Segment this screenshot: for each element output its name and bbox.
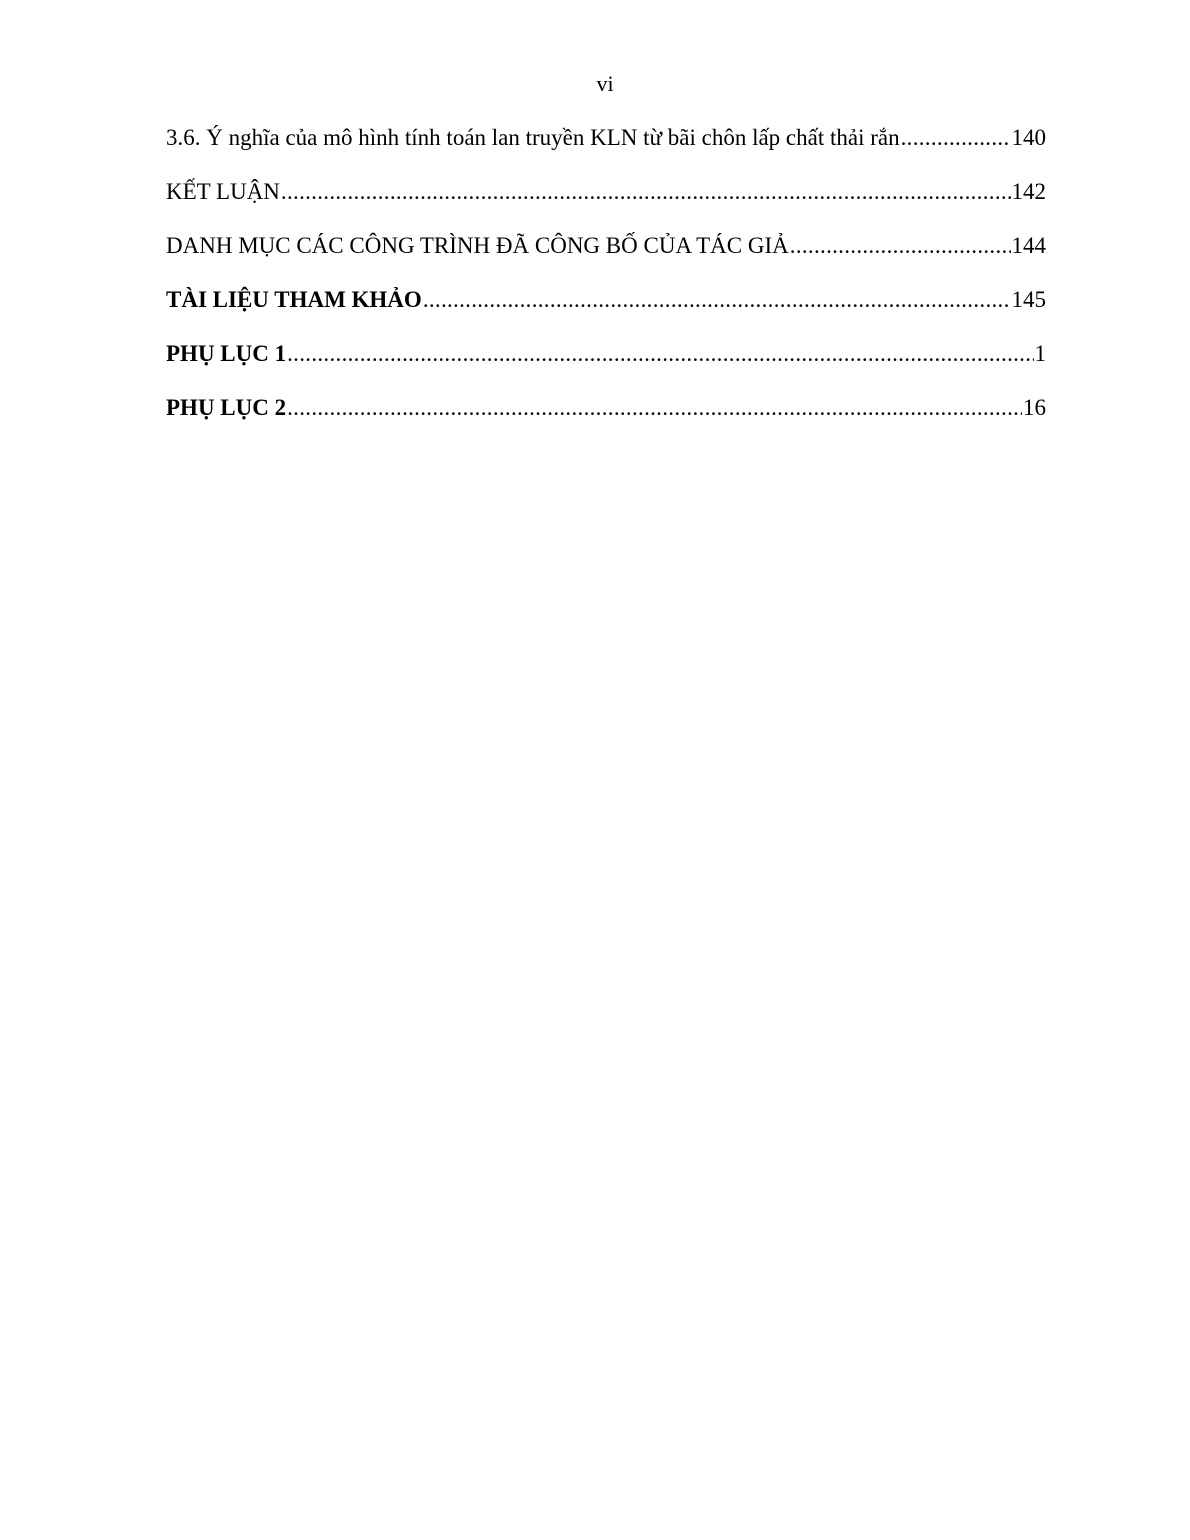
dot-leader bbox=[901, 122, 1011, 154]
toc-entry[interactable] bbox=[166, 284, 1046, 338]
toc-entry-page: 145 bbox=[1011, 287, 1046, 312]
dot-leader bbox=[287, 338, 1033, 370]
dot-leader bbox=[287, 392, 1022, 424]
toc-entry[interactable] bbox=[166, 338, 1046, 392]
toc-entry-title: PHỤ LỤC 1 bbox=[166, 341, 287, 366]
toc-entry[interactable] bbox=[166, 392, 1046, 446]
toc-entry-page: 144 bbox=[1011, 233, 1046, 258]
toc-entry-title: 3.6. Ý nghĩa của mô hình tính toán lan truyền KLN từ bãi chôn lấp chất thải rắn bbox=[166, 125, 900, 150]
toc-entry-title: PHỤ LỤC 2 bbox=[166, 395, 287, 420]
toc-entry-title: TÀI LIỆU THAM KHẢO bbox=[166, 287, 422, 312]
toc-entry[interactable] bbox=[166, 230, 1046, 284]
toc-entry-page: 1 bbox=[1034, 341, 1046, 366]
toc-entry[interactable] bbox=[166, 122, 1046, 176]
dot-leader bbox=[281, 176, 1011, 208]
toc-entry-page: 16 bbox=[1023, 395, 1046, 420]
toc-entry-page: 142 bbox=[1011, 179, 1046, 204]
page-number: vi bbox=[596, 71, 614, 96]
toc-entry-title: KẾT LUẬN bbox=[166, 179, 280, 204]
dot-leader bbox=[790, 230, 1011, 262]
toc-entry-page: 140 bbox=[1011, 125, 1046, 150]
dot-leader bbox=[423, 284, 1011, 316]
table-of-contents bbox=[166, 122, 1046, 446]
toc-entry[interactable] bbox=[166, 176, 1046, 230]
toc-entry-title: DANH MỤC CÁC CÔNG TRÌNH ĐÃ CÔNG BỐ CỦA TÁC GIẢ bbox=[166, 233, 789, 258]
